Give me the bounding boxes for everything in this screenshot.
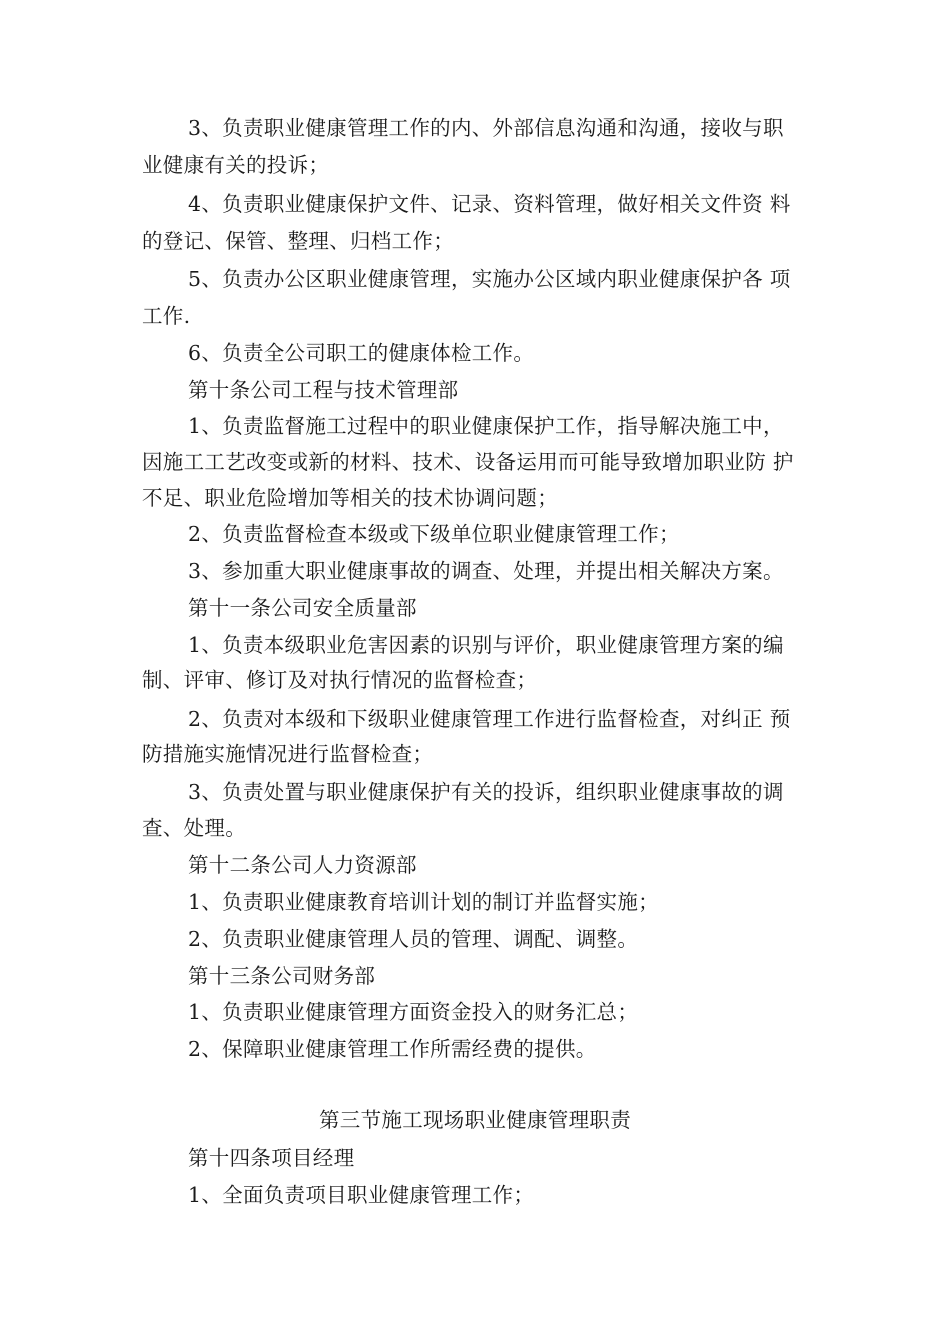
paragraph-line: 1、负责监督施工过程中的职业健康保护工作，指导解决施工中， (188, 414, 784, 438)
paragraph-line: 的登记、保管、整理、归档工作； (142, 229, 454, 253)
paragraph-line: 2、负责监督检查本级或下级单位职业健康管理工作； (188, 522, 680, 546)
paragraph-line: 4、负责职业健康保护文件、记录、资料管理，做好相关文件资 料 (188, 192, 791, 216)
paragraph-line: 3、负责职业健康管理工作的内、外部信息沟通和沟通，接收与职 (188, 116, 784, 140)
paragraph-line: 防措施实施情况进行监督检查； (142, 742, 434, 766)
paragraph-line: 5、负责办公区职业健康管理，实施办公区域内职业健康保护各 项 (188, 267, 791, 291)
section-heading: 第十一条公司安全质量部 (188, 596, 417, 620)
paragraph-line: 工作. (142, 304, 191, 328)
paragraph-line: 制、评审、修订及对执行情况的监督检查； (142, 668, 538, 692)
paragraph-line: 1、负责职业健康管理方面资金投入的财务汇总； (188, 1000, 639, 1024)
section-heading: 第十二条公司人力资源部 (188, 853, 417, 877)
paragraph-line: 2、保障职业健康管理工作所需经费的提供。 (188, 1037, 597, 1061)
paragraph-line: 查、处理。 (142, 816, 246, 840)
paragraph-line: 因施工工艺改变或新的材料、技术、设备运用而可能导致增加职业防 护 (142, 450, 794, 474)
paragraph-line: 3、负责处置与职业健康保护有关的投诉，组织职业健康事故的调 (188, 780, 784, 804)
paragraph-line: 2、负责对本级和下级职业健康管理工作进行监督检查，对纠正 预 (188, 707, 791, 731)
paragraph-line: 1、负责职业健康教育培训计划的制订并监督实施； (188, 890, 659, 914)
paragraph-line: 3、参加重大职业健康事故的调查、处理，并提出相关解决方案。 (188, 559, 784, 583)
section-heading: 第十三条公司财务部 (188, 964, 376, 988)
paragraph-line: 业健康有关的投诉； (142, 153, 330, 177)
paragraph-line: 1、负责本级职业危害因素的识别与评价，职业健康管理方案的编 (188, 633, 784, 657)
paragraph-line: 不足、职业危险增加等相关的技术协调问题； (142, 486, 558, 510)
paragraph-line: 6、负责全公司职工的健康体检工作。 (188, 341, 535, 365)
paragraph-line: 1、全面负责项目职业健康管理工作； (188, 1183, 535, 1207)
paragraph-line: 2、负责职业健康管理人员的管理、调配、调整。 (188, 927, 639, 951)
section-heading: 第十四条项目经理 (188, 1146, 355, 1170)
chapter-section-title: 第三节施工现场职业健康管理职责 (319, 1108, 631, 1132)
section-heading: 第十条公司工程与技术管理部 (188, 378, 459, 402)
